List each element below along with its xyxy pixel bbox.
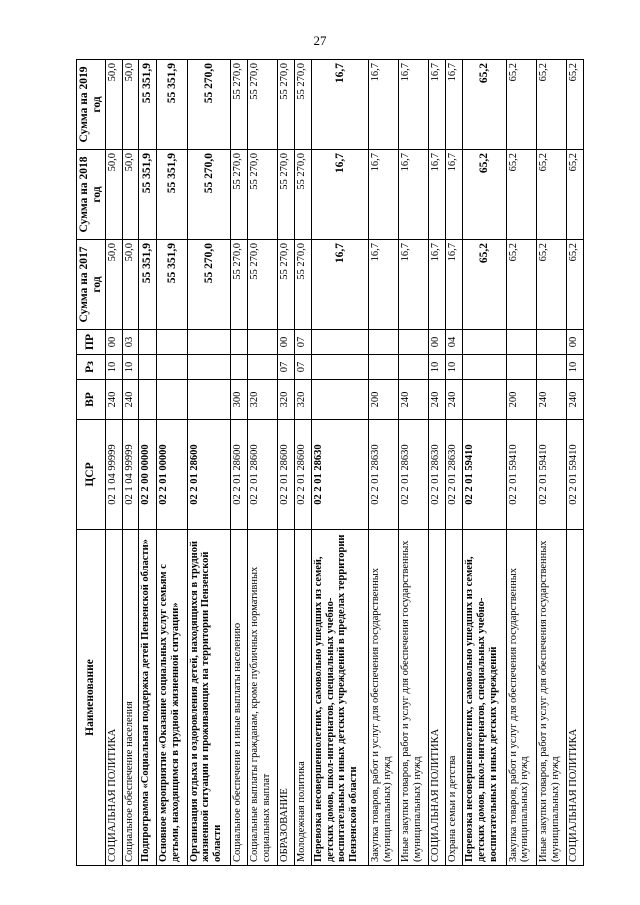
table-row [567, 60, 584, 866]
cell-rz [399, 355, 429, 380]
cell-sum-2018: 55 270,0 [248, 150, 278, 240]
header-csr: ЦСР [77, 420, 106, 530]
cell-sum-2019: 16,7 [446, 60, 463, 150]
cell-vr: 240 [446, 380, 463, 420]
rotated-table-container [76, 60, 584, 866]
table-row [429, 60, 446, 866]
cell-sum-2018: 55 270,0 [295, 150, 312, 240]
cell-pr: 04 [446, 330, 463, 355]
cell-vr: 320 [278, 380, 295, 420]
cell-sum-2018: 55 351,9 [157, 150, 187, 240]
table-row [399, 60, 429, 866]
cell-csr: 02 2 01 28600 [295, 420, 312, 530]
cell-sum-2019: 16,7 [429, 60, 446, 150]
cell-sum-2017: 16,7 [446, 240, 463, 330]
cell-sum-2017: 55 270,0 [248, 240, 278, 330]
cell-sum-2017: 16,7 [429, 240, 446, 330]
budget-table [76, 59, 584, 866]
table-row [157, 60, 187, 866]
cell-rz: 07 [295, 355, 312, 380]
cell-sum-2017: 16,7 [399, 240, 429, 330]
table-row [139, 60, 157, 866]
cell-name: Подпрограмма «Социальная поддержка детей Пензенской области» [139, 530, 157, 866]
cell-csr: 02 2 01 28630 [311, 420, 368, 530]
cell-sum-2019: 65,2 [506, 60, 536, 150]
cell-sum-2017: 16,7 [368, 240, 398, 330]
header-sum-2018: Сумма на 2018 год [77, 150, 106, 240]
header-pr: ПР [77, 330, 106, 355]
cell-vr [157, 380, 187, 420]
cell-sum-2017: 55 351,9 [139, 240, 157, 330]
cell-sum-2018: 16,7 [311, 150, 368, 240]
cell-vr: 300 [231, 380, 248, 420]
cell-sum-2017: 50,0 [122, 240, 139, 330]
header-vr: ВР [77, 380, 106, 420]
table-row [248, 60, 278, 866]
cell-csr: 02 2 01 59410 [506, 420, 536, 530]
cell-sum-2019: 50,0 [105, 60, 122, 150]
cell-rz [368, 355, 398, 380]
table-row [295, 60, 312, 866]
cell-csr: 02 2 01 28630 [446, 420, 463, 530]
cell-vr: 240 [122, 380, 139, 420]
cell-rz: 10 [567, 355, 584, 380]
cell-pr [463, 330, 507, 355]
cell-sum-2018: 50,0 [105, 150, 122, 240]
cell-rz [506, 355, 536, 380]
cell-sum-2018: 50,0 [122, 150, 139, 240]
cell-sum-2017: 55 270,0 [187, 240, 231, 330]
cell-sum-2017: 65,2 [506, 240, 536, 330]
cell-vr [311, 380, 368, 420]
cell-sum-2019: 16,7 [399, 60, 429, 150]
table-row [278, 60, 295, 866]
cell-name: Закупка товаров, работ и услуг для обеспечения государственных (муниципальных) нужд [506, 530, 536, 866]
cell-vr: 240 [105, 380, 122, 420]
header-sum-2017: Сумма на 2017 год [77, 240, 106, 330]
table-row [187, 60, 231, 866]
rotated-page-area [76, 60, 584, 866]
cell-csr: 02 2 01 28600 [248, 420, 278, 530]
cell-vr [139, 380, 157, 420]
cell-name: ОБРАЗОВАНИЕ [278, 530, 295, 866]
cell-sum-2017: 55 270,0 [231, 240, 248, 330]
cell-sum-2019: 16,7 [368, 60, 398, 150]
cell-sum-2019: 55 270,0 [248, 60, 278, 150]
cell-vr: 240 [399, 380, 429, 420]
cell-sum-2019: 55 351,9 [157, 60, 187, 150]
cell-sum-2018: 16,7 [429, 150, 446, 240]
cell-pr [399, 330, 429, 355]
table-row [231, 60, 248, 866]
cell-csr: 02 1 04 99999 [105, 420, 122, 530]
cell-sum-2018: 65,2 [506, 150, 536, 240]
cell-sum-2017: 65,2 [567, 240, 584, 330]
cell-name: Иные закупки товаров, работ и услуг для обеспечения государственных (муниципальных) нужд [399, 530, 429, 866]
cell-pr: 07 [295, 330, 312, 355]
cell-sum-2018: 55 270,0 [231, 150, 248, 240]
cell-csr: 02 2 01 00000 [157, 420, 187, 530]
cell-pr: 00 [567, 330, 584, 355]
cell-name: Иные закупки товаров, работ и услуг для обеспечения государственных (муниципальных) нужд [536, 530, 566, 866]
cell-name: Закупка товаров, работ и услуг для обеспечения государственных (муниципальных) нужд [368, 530, 398, 866]
cell-pr: 00 [429, 330, 446, 355]
cell-sum-2017: 65,2 [463, 240, 507, 330]
header-rz: Рз [77, 355, 106, 380]
table-body [105, 60, 583, 866]
cell-sum-2019: 16,7 [311, 60, 368, 150]
cell-sum-2019: 55 270,0 [278, 60, 295, 150]
cell-sum-2018: 55 270,0 [187, 150, 231, 240]
table-row [536, 60, 566, 866]
cell-sum-2019: 65,2 [567, 60, 584, 150]
cell-name: Организация отдыха и оздоровления детей, находящихся в трудной жизненной ситуации и проживающих на территории Пензенской области [187, 530, 231, 866]
cell-rz: 10 [429, 355, 446, 380]
cell-sum-2018: 16,7 [446, 150, 463, 240]
cell-csr: 02 2 01 28630 [399, 420, 429, 530]
cell-pr [311, 330, 368, 355]
page-number: 27 [313, 33, 327, 48]
cell-pr [506, 330, 536, 355]
cell-sum-2018: 16,7 [399, 150, 429, 240]
cell-sum-2019: 65,2 [536, 60, 566, 150]
table-row [463, 60, 507, 866]
cell-name: Социальные выплаты гражданам, кроме публичных нормативных социальных выплат [248, 530, 278, 866]
cell-csr: 02 2 01 28600 [187, 420, 231, 530]
cell-pr [187, 330, 231, 355]
cell-pr [157, 330, 187, 355]
cell-sum-2019: 50,0 [122, 60, 139, 150]
table-row [105, 60, 122, 866]
cell-rz [311, 355, 368, 380]
cell-pr [368, 330, 398, 355]
cell-sum-2018: 55 270,0 [278, 150, 295, 240]
table-row [446, 60, 463, 866]
cell-rz [231, 355, 248, 380]
cell-vr [187, 380, 231, 420]
cell-vr: 320 [248, 380, 278, 420]
cell-name: СОЦИАЛЬНАЯ ПОЛИТИКА [429, 530, 446, 866]
cell-sum-2017: 50,0 [105, 240, 122, 330]
cell-sum-2017: 65,2 [536, 240, 566, 330]
table-header-row [77, 60, 106, 866]
header-name: Наименование [77, 530, 106, 866]
cell-sum-2019: 65,2 [463, 60, 507, 150]
cell-sum-2017: 55 351,9 [157, 240, 187, 330]
table-row [311, 60, 368, 866]
cell-csr: 02 2 00 00000 [139, 420, 157, 530]
cell-csr: 02 2 01 28600 [278, 420, 295, 530]
cell-sum-2018: 55 351,9 [139, 150, 157, 240]
cell-sum-2019: 55 351,9 [139, 60, 157, 150]
cell-name: Молодежная политика [295, 530, 312, 866]
cell-rz: 07 [278, 355, 295, 380]
cell-name: СОЦИАЛЬНАЯ ПОЛИТИКА [105, 530, 122, 866]
cell-rz [536, 355, 566, 380]
cell-pr [248, 330, 278, 355]
cell-rz: 10 [122, 355, 139, 380]
cell-name: Социальное обеспечение и иные выплаты населению [231, 530, 248, 866]
cell-csr: 02 1 04 99999 [122, 420, 139, 530]
cell-csr: 02 2 01 28600 [231, 420, 248, 530]
table-row [368, 60, 398, 866]
cell-csr: 02 2 01 59410 [536, 420, 566, 530]
cell-name: Охрана семьи и детства [446, 530, 463, 866]
cell-pr: 00 [278, 330, 295, 355]
table-row [122, 60, 139, 866]
cell-pr: 03 [122, 330, 139, 355]
cell-vr: 240 [567, 380, 584, 420]
cell-rz [187, 355, 231, 380]
cell-vr: 320 [295, 380, 312, 420]
cell-sum-2019: 55 270,0 [231, 60, 248, 150]
cell-pr [139, 330, 157, 355]
cell-sum-2019: 55 270,0 [295, 60, 312, 150]
cell-csr: 02 2 01 59410 [567, 420, 584, 530]
cell-sum-2017: 55 270,0 [278, 240, 295, 330]
cell-rz [157, 355, 187, 380]
cell-vr: 200 [368, 380, 398, 420]
cell-csr: 02 2 01 28630 [429, 420, 446, 530]
cell-name: Перевозка несовершеннолетних, самовольно ушедших из семей, детских домов, школ-интернатов, специальных учебно-воспитательных и иных детских учреждений в пределах территории Пензенской области [311, 530, 368, 866]
cell-vr: 200 [506, 380, 536, 420]
cell-sum-2017: 16,7 [311, 240, 368, 330]
cell-sum-2019: 55 270,0 [187, 60, 231, 150]
cell-sum-2017: 55 270,0 [295, 240, 312, 330]
cell-sum-2018: 65,2 [567, 150, 584, 240]
cell-sum-2018: 65,2 [536, 150, 566, 240]
cell-rz [463, 355, 507, 380]
cell-pr [231, 330, 248, 355]
cell-name: СОЦИАЛЬНАЯ ПОЛИТИКА [567, 530, 584, 866]
cell-rz: 10 [446, 355, 463, 380]
cell-name: Социальное обеспечение населения [122, 530, 139, 866]
table-row [506, 60, 536, 866]
cell-sum-2018: 65,2 [463, 150, 507, 240]
cell-name: Основное мероприятие «Оказание социальных услуг семьям с детьми, находящимся в трудной жизненной ситуации» [157, 530, 187, 866]
header-sum-2019: Сумма на 2019 год [77, 60, 106, 150]
cell-name: Перевозка несовершеннолетних, самовольно ушедших из семей, детских домов, школ-интернатов, специальных учебно-воспитательных и иных детских учреждений [463, 530, 507, 866]
cell-vr: 240 [536, 380, 566, 420]
cell-rz [139, 355, 157, 380]
cell-vr [463, 380, 507, 420]
cell-sum-2018: 16,7 [368, 150, 398, 240]
cell-csr: 02 2 01 28630 [368, 420, 398, 530]
cell-csr: 02 2 01 59410 [463, 420, 507, 530]
cell-rz [248, 355, 278, 380]
cell-pr: 00 [105, 330, 122, 355]
cell-vr: 240 [429, 380, 446, 420]
cell-rz: 10 [105, 355, 122, 380]
cell-pr [536, 330, 566, 355]
